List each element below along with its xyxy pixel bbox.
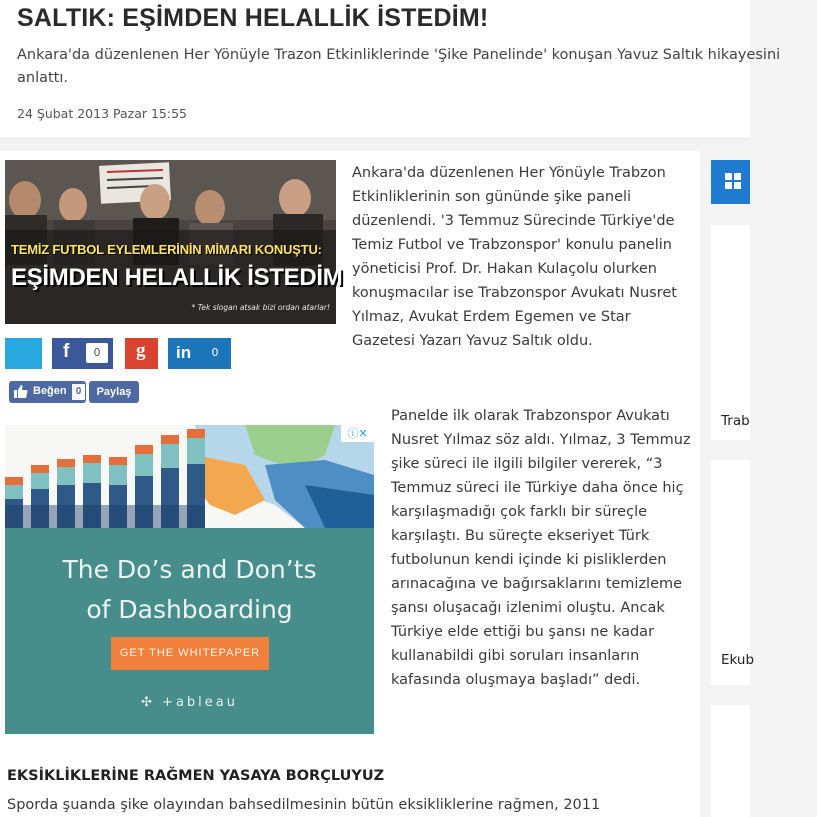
- ad-headline-line2: of Dashboarding: [86, 595, 293, 624]
- ad-headline-line1: The Do’s and Don’ts: [62, 555, 317, 584]
- sidebar-news-title-2[interactable]: Ekub: [721, 652, 755, 668]
- ad-brand-text: +ableau: [162, 695, 238, 710]
- googleplus-icon: g: [136, 340, 146, 361]
- linkedin-share-button[interactable]: [168, 338, 231, 369]
- hero-headline-small: TEMİZ FUTBOL EYLEMLERİNİN MİMARI KONUŞTU:: [11, 242, 322, 257]
- ad-brand-logo: [5, 695, 374, 710]
- hero-image: [5, 160, 343, 324]
- facebook-share-button[interactable]: [52, 338, 113, 369]
- googleplus-share-button[interactable]: [125, 338, 158, 369]
- ad-cta-button[interactable]: GET THE WHITEPAPER: [111, 637, 269, 670]
- facebook-like-count: 0: [72, 384, 85, 400]
- article-header: [0, 0, 781, 139]
- ad-choices-badge[interactable]: [341, 425, 374, 442]
- article-paragraph-2: Panelde ilk olarak Trabzonspor Avukatı Nusret Yılmaz söz aldı. Yılmaz, 3 Temmuz şike süreci ile ilgili bilgiler vererek, “3 Temmuz süreci ile Türkiye daha önce hiç karşılaşmadığı çok farklı bir süreçle karşılaştı. Bu süreçte ekseriyet Türk futbolunun kendi içinde ki pisliklerden arınacağına ve bağırsaklarını temizleme şansı oluşacağı izlenimi oluştu. Ancak Türkiye elde ettiği bu şansı ne kadar kullanabildi gibi soruları insanların kafasında oluşmaya başladı” dedi.: [391, 408, 691, 688]
- article-summary: Ankara'da düzenlenen Her Yönüyle Trazon Etkinliklerinde 'Şike Panelinde' konuşan Yavuz Saltık hikayesini anlattı.: [17, 47, 781, 86]
- linkedin-share-count: 0: [211, 346, 219, 359]
- sidebar-news-card-3[interactable]: [711, 705, 750, 817]
- close-icon[interactable]: ✕: [358, 427, 368, 440]
- tableau-ad[interactable]: [5, 425, 374, 734]
- grid-icon: [711, 160, 750, 204]
- hero-caption: * Tek slogan atsak bizi ordan atarlar!: [191, 303, 330, 312]
- facebook-share-count: 0: [86, 343, 108, 363]
- twitter-icon: [5, 338, 42, 369]
- facebook-like-label: Beğen: [33, 385, 67, 397]
- sidebar-news-title-1[interactable]: Trab: [721, 413, 750, 429]
- article-title: SALTIK: EŞİMDEN HELALLİK İSTEDİM!: [17, 4, 489, 32]
- sidebar-menu-button[interactable]: [711, 160, 750, 204]
- tableau-logo-icon: ✣: [141, 695, 163, 710]
- article-paragraph-3: Sporda şuanda şike olayından bahsedilmesinin bütün eksikliklerine rağmen, 2011: [7, 797, 601, 813]
- article-paragraph-1: Ankara'da düzenlenen Her Yönüyle Trabzon Etkinliklerinin son gününde şike paneli düzenlendi. '3 Temmuz Sürecinde Türkiye'de Temiz Futbol ve Trabzonspor' konulu panelin yöneticisi Prof. Dr. Hakan Kulaçolu olurken konuşmacılar ise Trabzonspor Avukatı Nusret Yılmaz, Avukat Erdem Egemen ve Star Gazetesi Yazarı Yavuz Saltık oldu.: [352, 165, 677, 349]
- sidebar-news-card-1[interactable]: [711, 225, 750, 440]
- info-icon: ⓘ: [347, 427, 359, 440]
- article-date: 24 Şubat 2013 Pazar 15:55: [17, 106, 187, 121]
- facebook-icon: f: [63, 341, 70, 362]
- ad-headline: [5, 550, 374, 630]
- facebook-paylas-button[interactable]: Paylaş: [89, 381, 139, 403]
- ad-chart-graphic: [5, 425, 374, 528]
- linkedin-icon: in: [176, 343, 192, 362]
- thumbs-up-icon: [14, 385, 28, 398]
- article-subheading: EKSİKLİKLERİNE RAĞMEN YASAYA BORÇLUYUZ: [7, 768, 385, 784]
- twitter-share-button[interactable]: [5, 338, 42, 369]
- facebook-like-button[interactable]: [9, 381, 86, 403]
- hero-headline-large: EŞİMDEN HELALLİK İSTEDİM: [11, 264, 343, 291]
